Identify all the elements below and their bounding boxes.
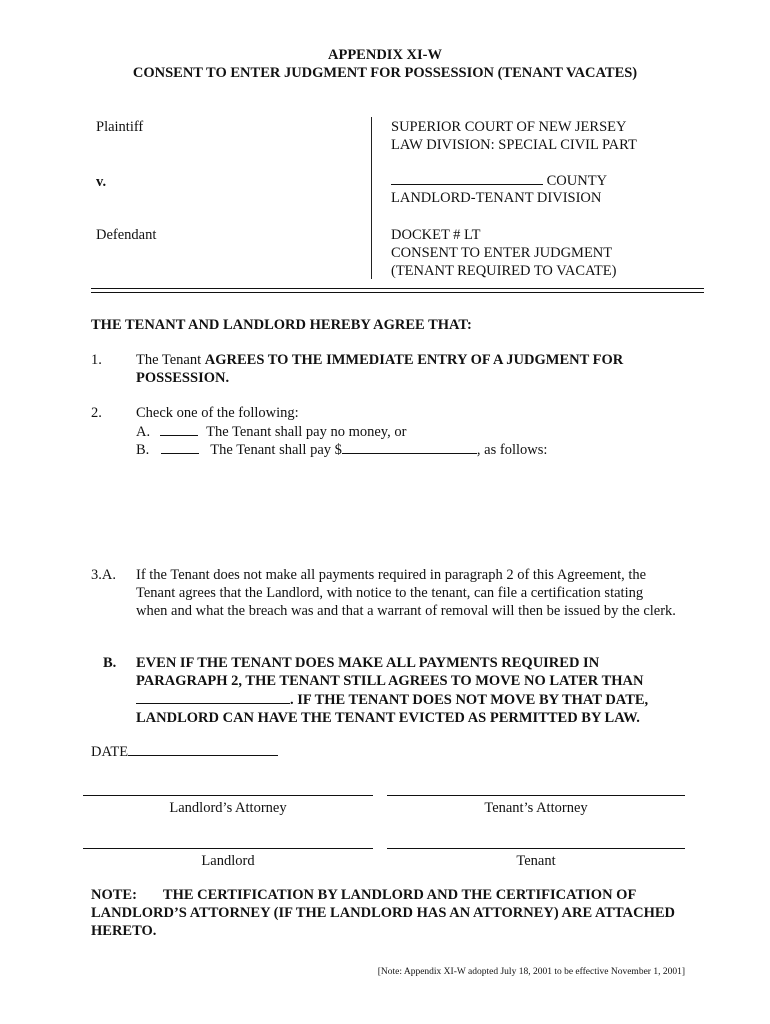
versus-label: v. <box>96 174 107 190</box>
payment-amount-blank[interactable] <box>342 440 477 454</box>
defendant-label: Defendant <box>96 227 157 243</box>
tenant-required-heading: (TENANT REQUIRED TO VACATE) <box>391 263 617 279</box>
para1-prefix: The Tenant <box>136 352 205 368</box>
para3b-text <box>136 654 681 727</box>
landlords-attorney-signature-line[interactable] <box>83 795 373 796</box>
double-rule-bottom <box>91 292 704 293</box>
adoption-footnote: [Note: Appendix XI-W adopted July 18, 2001 to be effective November 1, 2001] <box>377 967 685 977</box>
document-title: CONSENT TO ENTER JUDGMENT FOR POSSESSION (TENANT VACATES) <box>132 65 638 81</box>
county-label: COUNTY <box>546 173 608 189</box>
tenants-attorney-signature-line[interactable] <box>387 795 685 796</box>
date-label: DATE <box>91 744 129 760</box>
landlord-signature-line[interactable] <box>83 848 373 849</box>
landlord-tenant-division: LANDLORD-TENANT DIVISION <box>391 190 602 206</box>
option-a-checkbox-blank[interactable] <box>160 422 198 436</box>
option-b-letter: B. <box>136 442 150 458</box>
para2-number: 2. <box>91 405 102 421</box>
county-line <box>391 171 607 190</box>
option-a-text: The Tenant shall pay no money, or <box>206 424 407 440</box>
landlord-label: Landlord <box>201 853 255 869</box>
move-out-date-blank[interactable] <box>136 690 290 704</box>
note-text: THE CERTIFICATION BY LANDLORD AND THE CERTIFICATION OF LANDLORD’S ATTORNEY (IF THE LANDLORD HAS AN ATTORNEY) ARE ATTACHED HERETO. <box>91 887 675 939</box>
option-a-letter: A. <box>136 424 151 440</box>
note-block <box>91 886 691 940</box>
para1-bold: AGREES TO THE IMMEDIATE ENTRY OF A JUDGMENT FOR POSSESSION. <box>136 352 624 386</box>
option-b-text-pre: The Tenant shall pay $ <box>210 442 342 458</box>
docket-number: DOCKET # LT <box>391 227 481 243</box>
para3b-text-post: . IF THE TENANT DOES NOT MOVE BY THAT DATE, LANDLORD CAN HAVE THE TENANT EVICTED AS PERMITTED BY LAW. <box>136 692 649 726</box>
para3a-text: If the Tenant does not make all payments required in paragraph 2 of this Agreement, the Tenant agrees that the Landlord, with notice to the tenant, can file a certification stating when and what the breach was and that a warrant of removal will then be issued by the clerk. <box>136 567 676 619</box>
para3b-text-pre: EVEN IF THE TENANT DOES MAKE ALL PAYMENTS REQUIRED IN PARAGRAPH 2, THE TENANT STILL AGREES TO MOVE NO LATER THAN <box>136 655 644 689</box>
county-blank[interactable] <box>391 171 543 185</box>
option-b-checkbox-blank[interactable] <box>161 440 199 454</box>
para1-text <box>136 351 696 387</box>
caption-divider <box>371 117 372 279</box>
option-b <box>136 440 547 459</box>
para3b-number: B. <box>103 655 117 671</box>
landlords-attorney-label: Landlord’s Attorney <box>169 800 287 816</box>
double-rule-top <box>91 288 704 289</box>
para2-intro: Check one of the following: <box>136 405 299 421</box>
tenant-signature-line[interactable] <box>387 848 685 849</box>
consent-heading: CONSENT TO ENTER JUDGMENT <box>391 245 613 261</box>
plaintiff-label: Plaintiff <box>96 119 144 135</box>
date-line <box>91 742 278 761</box>
tenant-label: Tenant <box>516 853 556 869</box>
para1-number: 1. <box>91 352 102 368</box>
appendix-label: APPENDIX XI-W <box>328 47 442 63</box>
para3a-number: 3.A. <box>91 567 116 583</box>
court-division: LAW DIVISION: SPECIAL CIVIL PART <box>391 137 637 153</box>
agreement-heading: THE TENANT AND LANDLORD HEREBY AGREE THAT: <box>91 317 472 333</box>
tenants-attorney-label: Tenant’s Attorney <box>484 800 588 816</box>
option-b-text-post: , as follows: <box>476 442 548 458</box>
note-label: NOTE: <box>91 887 137 903</box>
date-blank[interactable] <box>128 742 278 756</box>
option-a <box>136 422 406 441</box>
court-name: SUPERIOR COURT OF NEW JERSEY <box>391 119 627 135</box>
